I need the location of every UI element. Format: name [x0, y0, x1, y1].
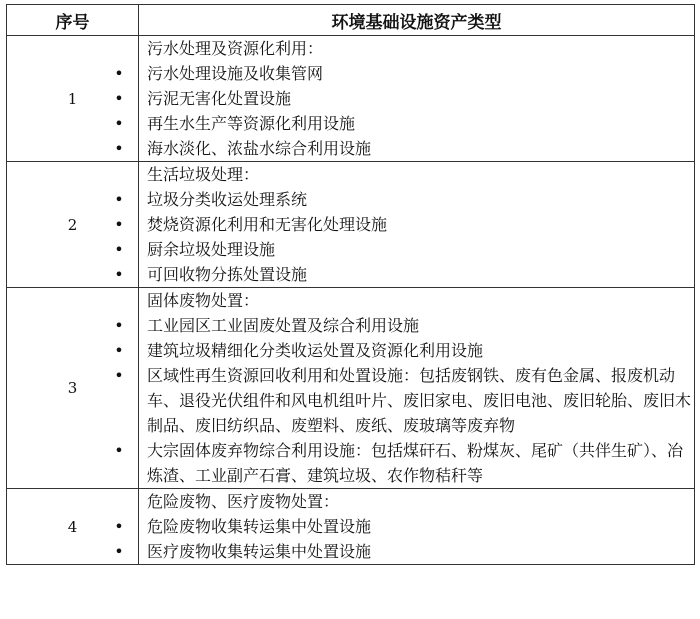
item-list [114, 187, 694, 287]
item-list [114, 61, 694, 161]
item-text: 建筑垃圾精细化分类收运处置及资源化利用设施 [147, 341, 484, 360]
row-index: 3 [7, 288, 139, 489]
table-row [7, 162, 695, 288]
bullet-icon: • [114, 215, 124, 234]
table-row [7, 288, 695, 489]
list-item [114, 212, 694, 237]
header-index: 序号 [7, 5, 139, 36]
bullet-icon: • [114, 240, 124, 259]
category-title: 污水处理及资源化利用： [147, 39, 324, 58]
category-title: 固体废物处置： [147, 291, 260, 310]
list-item [114, 438, 694, 488]
list-item [114, 338, 694, 363]
bullet-icon: • [114, 139, 124, 158]
list-item [114, 187, 694, 212]
bullet-icon: • [114, 89, 124, 108]
item-text: 工业园区工业固废处置及综合利用设施 [147, 316, 420, 335]
row-content [114, 162, 695, 288]
category-title: 危险废物、医疗废物处置： [147, 492, 340, 511]
list-item [114, 363, 694, 438]
list-item [114, 111, 694, 136]
item-text: 厨余垃圾处理设施 [147, 240, 276, 259]
table-row [7, 36, 695, 162]
item-text: 医疗废物收集转运集中处置设施 [147, 542, 372, 561]
row-content [114, 489, 695, 565]
row-index: 4 [7, 489, 139, 565]
item-text: 危险废物收集转运集中处置设施 [147, 517, 372, 536]
item-list [114, 313, 694, 488]
bullet-icon: • [114, 114, 124, 133]
list-item [114, 539, 694, 564]
bullet-icon: • [114, 517, 124, 536]
header-asset-type: 环境基础设施资产类型 [139, 5, 695, 36]
bullet-icon: • [114, 542, 124, 561]
list-item [114, 262, 694, 287]
bullet-icon: • [114, 265, 124, 284]
item-text: 污水处理设施及收集管网 [147, 64, 324, 83]
item-text: 区域性再生资源回收利用和处置设施：包括废钢铁、废有色金属、报废机动车、退役光伏组件和风电机组叶片、废旧家电、废旧电池、废旧轮胎、废旧木制品、废旧纺织品、废塑料、废纸、废玻璃等废弃物 [147, 366, 692, 435]
list-item [114, 313, 694, 338]
list-item [114, 86, 694, 111]
table-row [7, 489, 695, 565]
bullet-icon: • [114, 64, 124, 83]
row-content [114, 36, 695, 162]
item-list [114, 514, 694, 564]
environmental-infrastructure-table [6, 4, 695, 565]
bullet-icon: • [114, 190, 124, 209]
row-index: 1 [7, 36, 139, 162]
item-text: 污泥无害化处置设施 [147, 89, 292, 108]
bullet-icon: • [114, 316, 124, 335]
row-content [114, 288, 695, 489]
list-item [114, 237, 694, 262]
item-text: 再生水生产等资源化利用设施 [147, 114, 356, 133]
item-text: 焚烧资源化利用和无害化处理设施 [147, 215, 388, 234]
item-text: 海水淡化、浓盐水综合利用设施 [147, 139, 372, 158]
item-text: 大宗固体废弃物综合利用设施：包括煤矸石、粉煤灰、尾矿（共伴生矿）、冶炼渣、工业副产石膏、建筑垃圾、农作物秸秆等 [147, 441, 684, 485]
item-text: 可回收物分拣处置设施 [147, 265, 308, 284]
category-title: 生活垃圾处理： [147, 165, 260, 184]
bullet-icon: • [114, 441, 124, 460]
list-item [114, 514, 694, 539]
item-text: 垃圾分类收运处理系统 [147, 190, 308, 209]
list-item [114, 136, 694, 161]
list-item [114, 61, 694, 86]
bullet-icon: • [114, 366, 124, 385]
bullet-icon: • [114, 341, 124, 360]
header-row [7, 5, 695, 36]
row-index: 2 [7, 162, 139, 288]
